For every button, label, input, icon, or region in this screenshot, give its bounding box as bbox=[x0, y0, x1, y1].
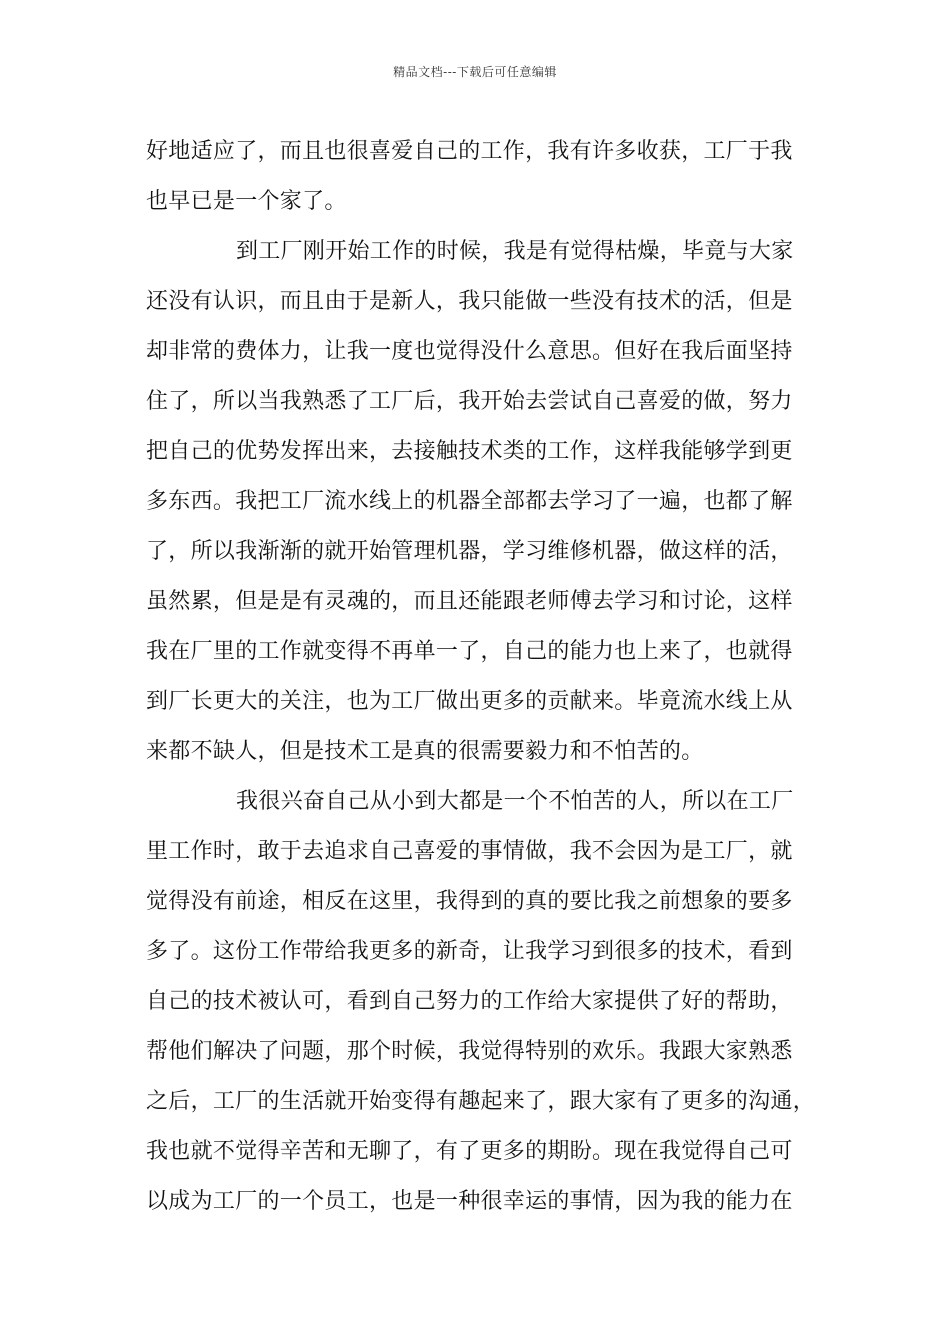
body-line: 也早已是一个家了。 bbox=[146, 189, 347, 214]
body-line: 虽然累，但是是有灵魂的，而且还能跟老师傅去学习和讨论，这样 bbox=[146, 589, 793, 614]
body-line: 之后，工厂的生活就开始变得有趣起来了，跟大家有了更多的沟通， bbox=[146, 1089, 816, 1114]
body-line: 把自己的优势发挥出来，去接触技术类的工作，这样我能够学到更 bbox=[146, 439, 793, 464]
body-line: 里工作时，敢于去追求自己喜爱的事情做，我不会因为是工厂，就 bbox=[146, 839, 793, 864]
body-line: 我在厂里的工作就变得不再单一了，自己的能力也上来了，也就得 bbox=[146, 639, 793, 664]
document-body bbox=[146, 127, 816, 1227]
page-header: 精品文档---下载后可任意编辑 bbox=[393, 65, 557, 79]
body-line: 住了，所以当我熟悉了工厂后，我开始去尝试自己喜爱的做，努力 bbox=[146, 389, 793, 414]
body-line: 了，所以我渐渐的就开始管理机器，学习维修机器，做这样的活， bbox=[146, 539, 793, 564]
body-line: 好地适应了，而且也很喜爱自己的工作，我有许多收获，工厂于我 bbox=[146, 139, 793, 164]
body-line: 觉得没有前途，相反在这里，我得到的真的要比我之前想象的要多 bbox=[146, 889, 793, 914]
body-line: 多了。这份工作带给我更多的新奇，让我学习到很多的技术，看到 bbox=[146, 939, 793, 964]
body-line: 还没有认识，而且由于是新人，我只能做一些没有技术的活，但是 bbox=[146, 289, 793, 314]
body-line: 来都不缺人，但是技术工是真的很需要毅力和不怕苦的。 bbox=[146, 739, 704, 764]
body-line: 自己的技术被认可，看到自己努力的工作给大家提供了好的帮助， bbox=[146, 989, 793, 1014]
body-line: 到厂长更大的关注，也为工厂做出更多的贡献来。毕竟流水线上从 bbox=[146, 689, 793, 714]
body-line: 以成为工厂的一个员工，也是一种很幸运的事情，因为我的能力在 bbox=[146, 1189, 793, 1214]
paragraph-first-line: 我很兴奋自己从小到大都是一个不怕苦的人，所以在工厂 bbox=[236, 789, 794, 814]
body-line: 帮他们解决了问题，那个时候，我觉得特别的欢乐。我跟大家熟悉 bbox=[146, 1039, 793, 1064]
paragraph-first-line: 到工厂刚开始工作的时候，我是有觉得枯燥，毕竟与大家 bbox=[236, 239, 794, 264]
body-line: 多东西。我把工厂流水线上的机器全部都去学习了一遍，也都了解 bbox=[146, 489, 793, 514]
body-line: 却非常的费体力，让我一度也觉得没什么意思。但好在我后面坚持 bbox=[146, 339, 793, 364]
body-line: 我也就不觉得辛苦和无聊了，有了更多的期盼。现在我觉得自己可 bbox=[146, 1139, 793, 1164]
